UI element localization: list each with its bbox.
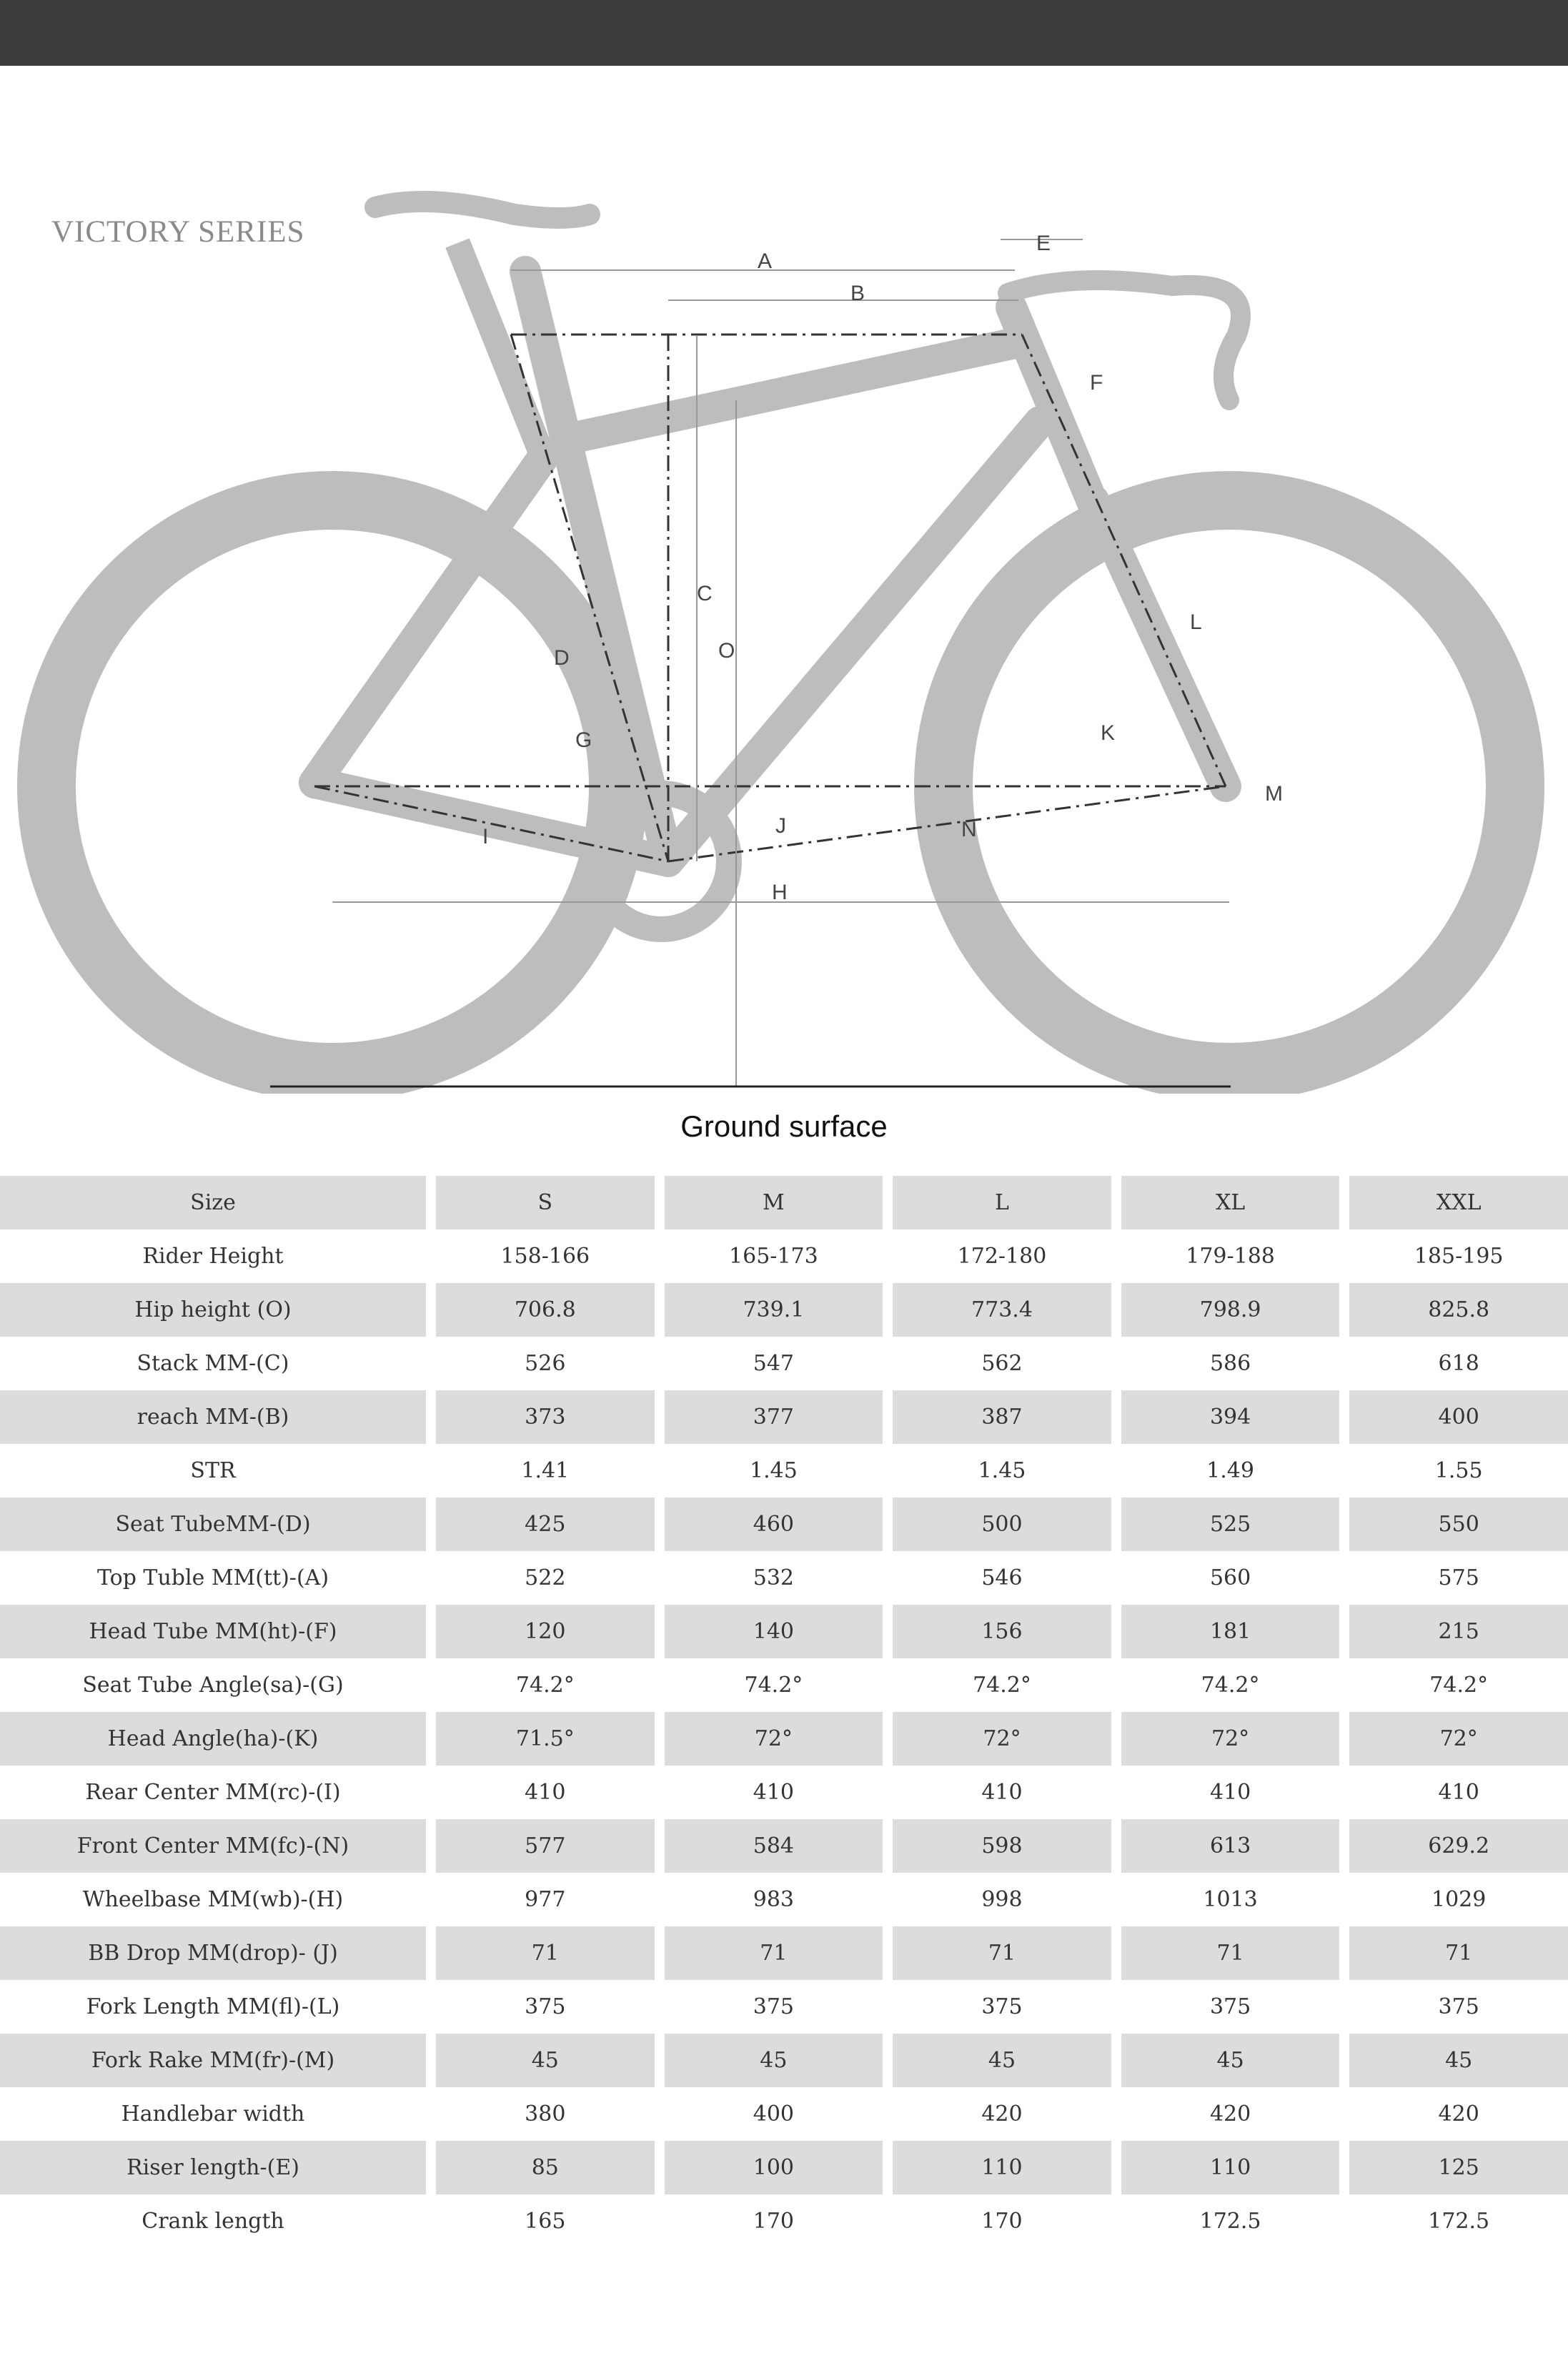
table-cell: 71 bbox=[436, 1926, 655, 1980]
row-label: Head Angle(ha)-(K) bbox=[0, 1712, 426, 1766]
table-cell: 72° bbox=[665, 1712, 883, 1766]
row-label: Riser length-(E) bbox=[0, 2141, 426, 2194]
table-cell: 172.5 bbox=[1428, 2209, 1490, 2234]
table-cell: 71.5° bbox=[436, 1712, 655, 1766]
table-cell: 400 bbox=[753, 2102, 795, 2127]
row-label: Rider Height bbox=[142, 1244, 284, 1269]
row-label: BB Drop MM(drop)- (J) bbox=[0, 1926, 426, 1980]
table-cell: 74.2° bbox=[973, 1673, 1031, 1698]
row-label: Handlebar width bbox=[121, 2102, 305, 2127]
table-cell: 706.8 bbox=[436, 1283, 655, 1337]
table-cell: 375 bbox=[1438, 1994, 1479, 2019]
svg-text:B: B bbox=[850, 282, 865, 305]
column-header: Size bbox=[0, 1176, 426, 1229]
svg-text:I: I bbox=[482, 825, 489, 848]
row-label: Seat Tube Angle(sa)-(G) bbox=[82, 1673, 344, 1698]
table-cell: 577 bbox=[436, 1819, 655, 1873]
table-row bbox=[0, 1605, 1568, 1658]
table-row bbox=[0, 2087, 1568, 2141]
table-cell: 72° bbox=[1349, 1712, 1568, 1766]
table-cell: 798.9 bbox=[1121, 1283, 1340, 1337]
table-row bbox=[0, 1980, 1568, 2034]
table-cell: 380 bbox=[525, 2102, 566, 2127]
table-cell: 45 bbox=[1121, 2034, 1340, 2087]
table-row bbox=[0, 1498, 1568, 1551]
table-header-row bbox=[0, 1176, 1568, 1229]
table-row bbox=[0, 1444, 1568, 1498]
row-label: Fork Length MM(fl)-(L) bbox=[86, 1994, 340, 2019]
table-cell: 522 bbox=[525, 1565, 566, 1590]
table-cell: 598 bbox=[893, 1819, 1111, 1873]
table-cell: 71 bbox=[1349, 1926, 1568, 1980]
table-cell: 375 bbox=[525, 1994, 566, 2019]
table-cell: 773.4 bbox=[893, 1283, 1111, 1337]
column-header: XXL bbox=[1349, 1176, 1568, 1229]
table-cell: 165 bbox=[525, 2209, 566, 2234]
table-cell: 550 bbox=[1349, 1498, 1568, 1551]
table-cell: 560 bbox=[1209, 1565, 1251, 1590]
table-cell: 525 bbox=[1121, 1498, 1340, 1551]
top-bar bbox=[0, 0, 1568, 66]
table-cell: 120 bbox=[436, 1605, 655, 1658]
svg-text:O: O bbox=[718, 639, 735, 663]
table-cell: 410 bbox=[1209, 1780, 1251, 1805]
table-cell: 420 bbox=[981, 2102, 1023, 2127]
table-cell: 45 bbox=[893, 2034, 1111, 2087]
table-cell: 45 bbox=[436, 2034, 655, 2087]
table-cell: 983 bbox=[753, 1887, 795, 1912]
table-row bbox=[0, 2034, 1568, 2087]
table-cell: 825.8 bbox=[1349, 1283, 1568, 1337]
table-cell: 373 bbox=[436, 1390, 655, 1444]
table-cell: 410 bbox=[525, 1780, 566, 1805]
svg-text:J: J bbox=[775, 814, 786, 838]
table-row bbox=[0, 1926, 1568, 1980]
table-cell: 575 bbox=[1438, 1565, 1479, 1590]
geometry-table bbox=[0, 1176, 1568, 2248]
table-row bbox=[0, 1283, 1568, 1337]
table-cell: 1013 bbox=[1203, 1887, 1258, 1912]
table-cell: 1029 bbox=[1431, 1887, 1487, 1912]
table-row bbox=[0, 1658, 1568, 1712]
row-label: Hip height (O) bbox=[0, 1283, 426, 1337]
table-cell: 85 bbox=[436, 2141, 655, 2194]
table-cell: 165-173 bbox=[729, 1244, 818, 1269]
table-row bbox=[0, 1873, 1568, 1926]
table-row bbox=[0, 2141, 1568, 2194]
table-cell: 170 bbox=[753, 2209, 795, 2234]
table-row bbox=[0, 1766, 1568, 1819]
svg-text:K: K bbox=[1101, 721, 1116, 745]
table-cell: 1.55 bbox=[1434, 1458, 1483, 1483]
column-header: L bbox=[893, 1176, 1111, 1229]
table-cell: 1.41 bbox=[521, 1458, 570, 1483]
table-cell: 526 bbox=[525, 1351, 566, 1376]
table-cell: 375 bbox=[1209, 1994, 1251, 2019]
column-header: S bbox=[436, 1176, 655, 1229]
table-cell: 170 bbox=[981, 2209, 1023, 2234]
table-cell: 400 bbox=[1349, 1390, 1568, 1444]
table-cell: 140 bbox=[665, 1605, 883, 1658]
table-cell: 185-195 bbox=[1414, 1244, 1504, 1269]
table-cell: 156 bbox=[893, 1605, 1111, 1658]
table-cell: 72° bbox=[1121, 1712, 1340, 1766]
table-cell: 420 bbox=[1438, 2102, 1479, 2127]
table-row bbox=[0, 1551, 1568, 1605]
table-cell: 394 bbox=[1121, 1390, 1340, 1444]
table-cell: 739.1 bbox=[665, 1283, 883, 1337]
table-cell: 72° bbox=[893, 1712, 1111, 1766]
ground-surface-label: Ground surface bbox=[680, 1109, 888, 1143]
table-cell: 45 bbox=[665, 2034, 883, 2087]
table-cell: 125 bbox=[1349, 2141, 1568, 2194]
table-cell: 74.2° bbox=[1201, 1673, 1260, 1698]
column-header: M bbox=[665, 1176, 883, 1229]
table-cell: 74.2° bbox=[515, 1673, 575, 1698]
svg-text:N: N bbox=[961, 818, 977, 841]
row-label: Crank length bbox=[142, 2209, 284, 2234]
table-cell: 1.45 bbox=[978, 1458, 1026, 1483]
table-cell: 425 bbox=[436, 1498, 655, 1551]
table-cell: 179-188 bbox=[1186, 1244, 1275, 1269]
table-cell: 110 bbox=[1121, 2141, 1340, 2194]
table-row bbox=[0, 1337, 1568, 1390]
row-label: Top Tuble MM(tt)-(A) bbox=[96, 1565, 329, 1590]
row-label: Rear Center MM(rc)-(I) bbox=[85, 1780, 341, 1805]
table-cell: 586 bbox=[1209, 1351, 1251, 1376]
table-cell: 375 bbox=[981, 1994, 1023, 2019]
table-cell: 172-180 bbox=[957, 1244, 1047, 1269]
svg-text:H: H bbox=[772, 881, 788, 904]
svg-text:D: D bbox=[554, 646, 570, 670]
table-row bbox=[0, 1390, 1568, 1444]
svg-text:E: E bbox=[1036, 232, 1051, 255]
table-cell: 1.49 bbox=[1206, 1458, 1254, 1483]
table-cell: 45 bbox=[1349, 2034, 1568, 2087]
table-cell: 215 bbox=[1349, 1605, 1568, 1658]
table-cell: 100 bbox=[665, 2141, 883, 2194]
svg-text:M: M bbox=[1265, 782, 1283, 806]
table-cell: 181 bbox=[1121, 1605, 1340, 1658]
table-cell: 71 bbox=[1121, 1926, 1340, 1980]
table-cell: 410 bbox=[981, 1780, 1023, 1805]
table-cell: 410 bbox=[753, 1780, 795, 1805]
table-row bbox=[0, 2194, 1568, 2248]
table-cell: 1.45 bbox=[749, 1458, 798, 1483]
table-cell: 532 bbox=[753, 1565, 795, 1590]
table-cell: 547 bbox=[753, 1351, 795, 1376]
table-cell: 977 bbox=[525, 1887, 566, 1912]
table-cell: 71 bbox=[665, 1926, 883, 1980]
table-row bbox=[0, 1819, 1568, 1873]
row-label: reach MM-(B) bbox=[0, 1390, 426, 1444]
table-row bbox=[0, 1229, 1568, 1283]
column-header: XL bbox=[1121, 1176, 1340, 1229]
table-cell: 420 bbox=[1209, 2102, 1251, 2127]
row-label: Head Tube MM(ht)-(F) bbox=[0, 1605, 426, 1658]
svg-text:G: G bbox=[575, 728, 592, 752]
table-cell: 71 bbox=[893, 1926, 1111, 1980]
table-cell: 546 bbox=[981, 1565, 1023, 1590]
table-cell: 387 bbox=[893, 1390, 1111, 1444]
row-label: Fork Rake MM(fr)-(M) bbox=[0, 2034, 426, 2087]
table-cell: 74.2° bbox=[744, 1673, 803, 1698]
svg-text:C: C bbox=[697, 582, 713, 605]
table-cell: 377 bbox=[665, 1390, 883, 1444]
table-cell: 562 bbox=[981, 1351, 1023, 1376]
row-label: Wheelbase MM(wb)-(H) bbox=[82, 1887, 344, 1912]
table-cell: 172.5 bbox=[1199, 2209, 1261, 2234]
row-label: Stack MM-(C) bbox=[137, 1351, 289, 1376]
svg-text:F: F bbox=[1090, 371, 1103, 395]
series-title: VICTORY SERIES bbox=[51, 215, 305, 249]
table-cell: 613 bbox=[1121, 1819, 1340, 1873]
table-cell: 618 bbox=[1438, 1351, 1479, 1376]
table-cell: 998 bbox=[981, 1887, 1023, 1912]
table-cell: 158-166 bbox=[500, 1244, 590, 1269]
table-cell: 74.2° bbox=[1429, 1673, 1489, 1698]
svg-text:A: A bbox=[758, 249, 773, 273]
table-cell: 460 bbox=[665, 1498, 883, 1551]
row-label: Front Center MM(fc)-(N) bbox=[0, 1819, 426, 1873]
table-cell: 410 bbox=[1438, 1780, 1479, 1805]
bike-geometry-diagram bbox=[0, 179, 1568, 1094]
table-cell: 500 bbox=[893, 1498, 1111, 1551]
table-cell: 375 bbox=[753, 1994, 795, 2019]
table-cell: 629.2 bbox=[1349, 1819, 1568, 1873]
table-cell: 110 bbox=[893, 2141, 1111, 2194]
row-label: STR bbox=[190, 1458, 236, 1483]
svg-text:L: L bbox=[1190, 610, 1202, 634]
row-label: Seat TubeMM-(D) bbox=[0, 1498, 426, 1551]
table-row bbox=[0, 1712, 1568, 1766]
table-cell: 584 bbox=[665, 1819, 883, 1873]
